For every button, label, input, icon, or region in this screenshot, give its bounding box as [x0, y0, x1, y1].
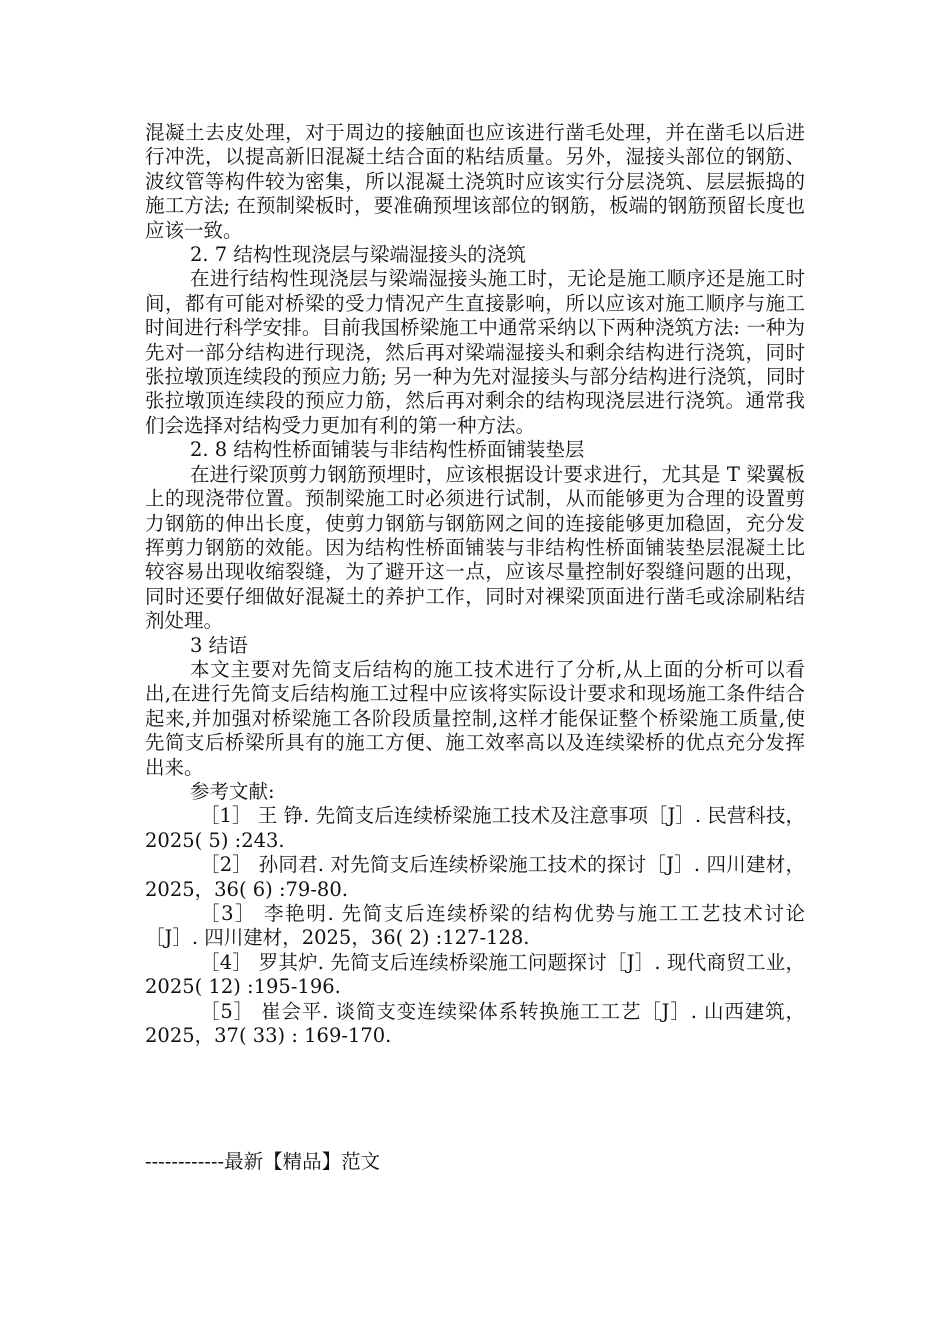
section-heading-2-8: 2. 8 结构性桥面铺装与非结构性桥面铺装垫层: [190, 438, 585, 462]
reference-item: ［5］ 崔会平. 谈简支变连续梁体系转换施工工艺［J］. 山西建筑，2025，37( 33) : 169-170.: [145, 999, 805, 1048]
references-title: 参考文献:: [190, 779, 275, 803]
section-heading-conclusion: 3 结语: [190, 633, 248, 657]
reference-item: ［4］ 罗其炉. 先简支后连续桥梁施工问题探讨［J］. 现代商贸工业，2025( 12) :195-196.: [145, 950, 805, 999]
reference-item: ［1］ 王 铮. 先简支后连续桥梁施工技术及注意事项［J］. 民营科技，2025( 5) :243.: [145, 804, 805, 852]
reference-item: ［2］ 孙同君. 对先简支后连续桥梁施工技术的探讨［J］. 四川建材，2025，36( 6) :79-80.: [145, 853, 805, 901]
paragraph-cast-in-place: 在进行结构性现浇层与梁端湿接头施工时，无论是施工顺序还是施工时间，都有可能对桥梁的受力情况产生直接影响，所以应该对施工顺序与施工时间进行科学安排。目前我国桥梁施工中通常采纳以下两种浇筑方法: 一种为先对一部分结构进行现浇，然后再对梁端湿接头和剩余结构进行浇筑，同时张拉墩顶连续段的预应力筋; 另一种为先对湿接头与部分结构进行浇筑，同时张拉墩顶连续段的预应力筋，然后再对剩余的结构现浇层进行浇筑。通常我们会选择对结构受力更加有利的第一种方法。: [145, 267, 805, 437]
footer-label: ------------最新【精品】范文: [145, 1150, 381, 1173]
reference-item: ［3］ 李艳明. 先简支后连续桥梁的结构优势与施工工艺技术讨论［J］. 四川建材，2025，36( 2) :127-128.: [145, 902, 805, 950]
paragraph-continued: 混凝土去皮处理，对于周边的接触面也应该进行凿毛处理，并在凿毛以后进行冲洗，以提高新旧混凝土结合面的粘结质量。另外，湿接头部位的钢筋、波纹管等构件较为密集，所以混凝土浇筑时应该实行分层浇筑、层层振捣的施工方法; 在预制梁板时，要准确预埋该部位的钢筋，板端的钢筋预留长度也应该一致。: [145, 121, 805, 242]
paragraph-deck-paving: 在进行梁顶剪力钢筋预埋时，应该根据设计要求进行，尤其是 T 梁翼板上的现浇带位置。预制梁施工时必须进行试制，从而能够更为合理的设置剪力钢筋的伸出长度，使剪力钢筋与钢筋网之间的连接能够更加稳固，充分发挥剪力钢筋的效能。因为结构性桥面铺装与非结构性桥面铺装垫层混凝土比较容易出现收缩裂缝，为了避开这一点，应该尽量控制好裂缝问题的出现，同时还要仔细做好混凝土的养护工作，同时对裸梁顶面进行凿毛或涂刷粘结剂处理。: [145, 462, 805, 633]
paragraph-conclusion: 本文主要对先简支后结构的施工技术进行了分析,从上面的分析可以看出,在进行先简支后结构施工过程中应该将实际设计要求和现场施工条件结合起来,并加强对桥梁施工各阶段质量控制,这样才能保证整个桥梁施工质量,使先简支后桥梁所具有的施工方便、施工效率高以及连续梁桥的优点充分发挥出来。: [145, 657, 805, 779]
document-body: [145, 121, 805, 1048]
section-heading-2-7: 2. 7 结构性现浇层与梁端湿接头的浇筑: [190, 243, 526, 267]
